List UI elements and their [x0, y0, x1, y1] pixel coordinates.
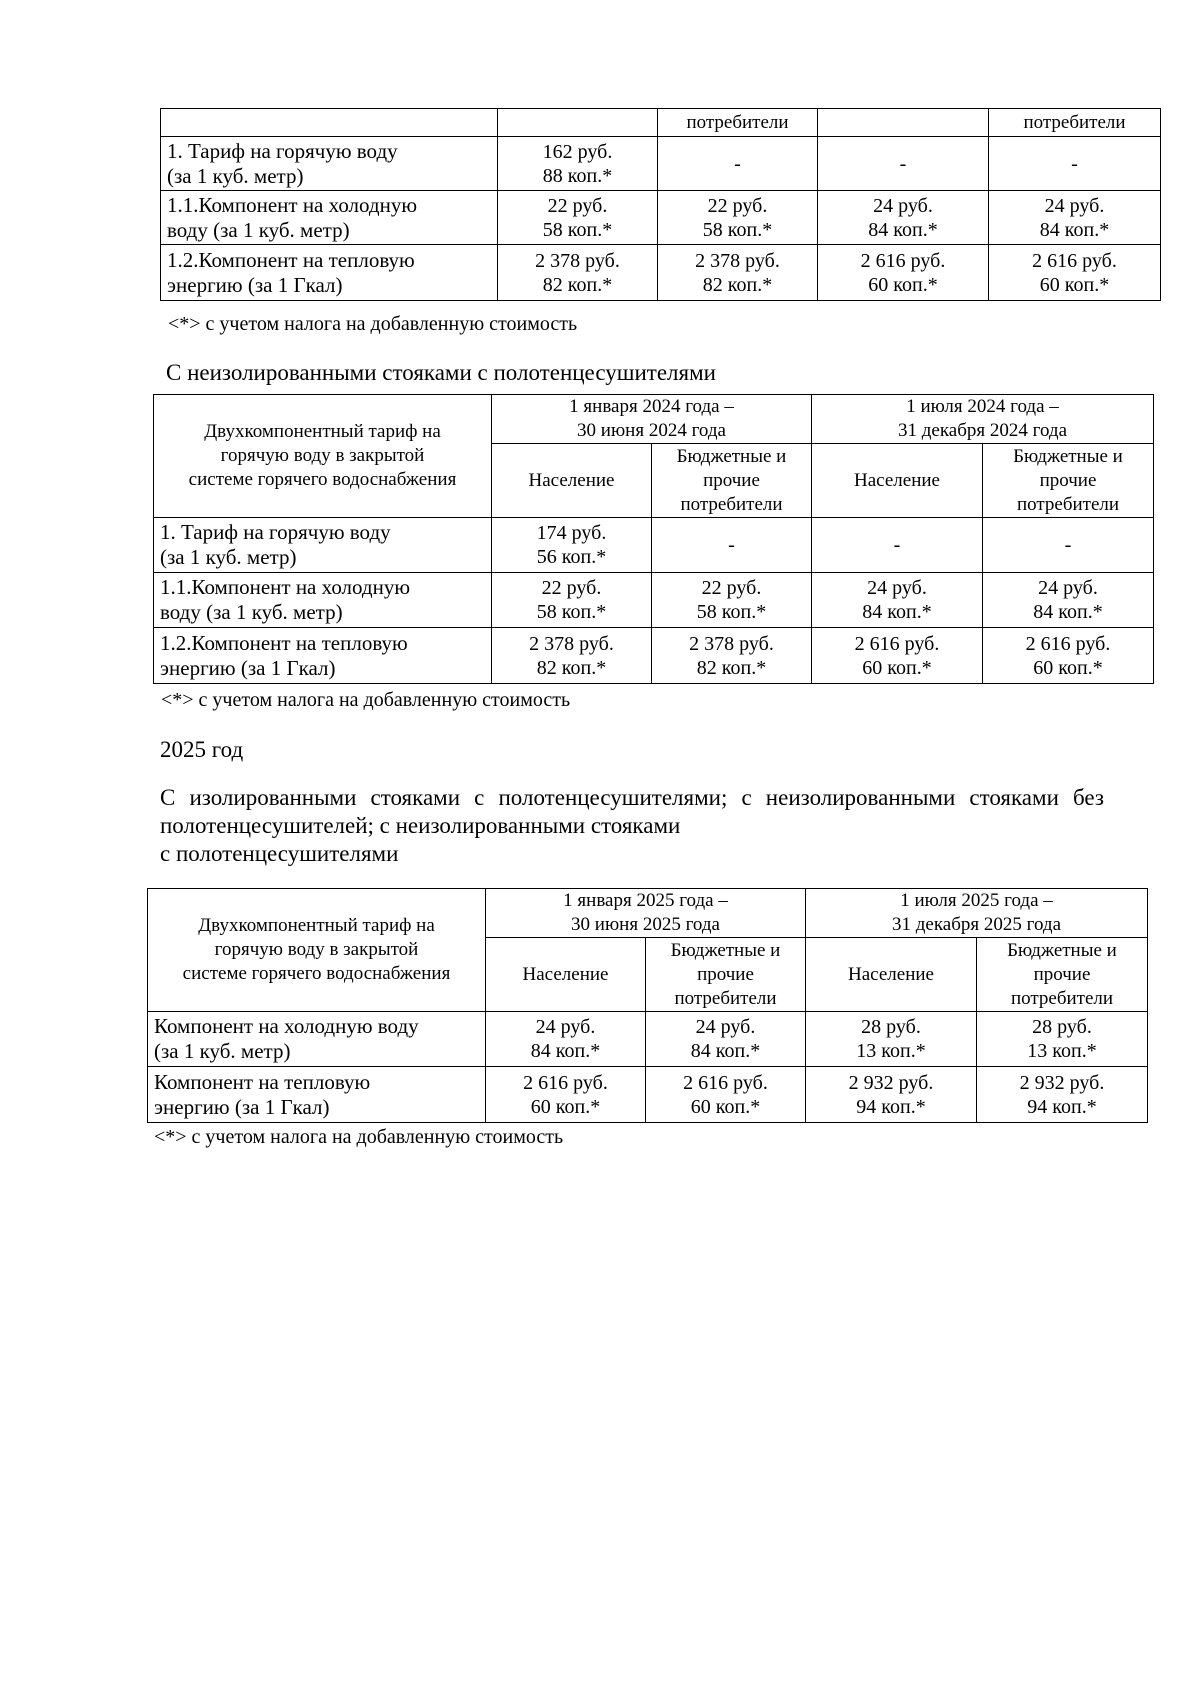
tariff-cell: 24 руб. 84 коп.*	[486, 1012, 646, 1067]
row-label: 1.2.Компонент на тепловую энергию (за 1 Гкал)	[161, 245, 498, 301]
period-header: 1 января 2025 года – 30 июня 2025 года	[486, 889, 806, 938]
year-heading: 2025 год	[160, 737, 244, 762]
header-fragment-cell	[161, 109, 498, 137]
consumer-group-header: Население	[492, 444, 652, 518]
tariff-cell: 22 руб. 58 коп.*	[492, 573, 652, 628]
table-row	[148, 1012, 1148, 1067]
row-label: 1. Тариф на горячую воду (за 1 куб. метр)	[154, 518, 492, 573]
table-corner-header: Двухкомпонентный тариф на горячую воду в закрытой системе горячего водоснабжения	[148, 889, 486, 1012]
tariff-table-2024-continued	[160, 108, 1160, 301]
consumer-group-header: Население	[806, 938, 977, 1012]
tariff-cell: -	[658, 137, 818, 191]
section-paragraph: С изолированными стояками с полотенцесушителями; с неизолированными стояками без полотенцесушителей; с неизолированными стояками с полотенцесушителями	[160, 785, 1104, 866]
consumer-group-header: Население	[812, 444, 983, 518]
tariff-cell: 2 932 руб. 94 коп.*	[806, 1067, 977, 1123]
table-row	[154, 518, 1154, 573]
tariff-cell: -	[818, 137, 989, 191]
row-label: Компонент на тепловую энергию (за 1 Гкал)	[148, 1067, 486, 1123]
row-label: 1.1.Компонент на холодную воду (за 1 куб. метр)	[154, 573, 492, 628]
table-row	[154, 628, 1154, 684]
tariff-cell: 2 616 руб. 60 коп.*	[983, 628, 1154, 684]
consumer-group-header: Бюджетные и прочие потребители	[646, 938, 806, 1012]
tariff-cell: 2 378 руб. 82 коп.*	[658, 245, 818, 301]
tariff-cell: 174 руб. 56 коп.*	[492, 518, 652, 573]
consumer-group-header: Бюджетные и прочие потребители	[652, 444, 812, 518]
row-label: 1.1.Компонент на холодную воду (за 1 куб. метр)	[161, 191, 498, 245]
table-row	[148, 1067, 1148, 1123]
header-fragment-cell: потребители	[658, 109, 818, 137]
table-header-fragment-row	[161, 109, 1161, 137]
period-header: 1 января 2024 года – 30 июня 2024 года	[492, 395, 812, 444]
header-fragment-cell	[818, 109, 989, 137]
tariff-table-2025	[147, 888, 1147, 1123]
table-header-row	[154, 395, 1154, 444]
tariff-cell: 28 руб. 13 коп.*	[806, 1012, 977, 1067]
tariff-cell: 2 616 руб. 60 коп.*	[818, 245, 989, 301]
tariff-cell: -	[989, 137, 1161, 191]
tariff-table-2024	[153, 394, 1153, 684]
row-label: 1. Тариф на горячую воду (за 1 куб. метр)	[161, 137, 498, 191]
table-row	[161, 245, 1161, 301]
section-heading: С неизолированными стояками с полотенцесушителями	[166, 360, 716, 385]
header-fragment-cell	[498, 109, 658, 137]
vat-footnote: <*> с учетом налога на добавленную стоимость	[161, 689, 571, 711]
period-header: 1 июля 2025 года – 31 декабря 2025 года	[806, 889, 1148, 938]
tariff-cell: 24 руб. 84 коп.*	[812, 573, 983, 628]
tariff-cell: 2 378 руб. 82 коп.*	[652, 628, 812, 684]
consumer-group-header: Бюджетные и прочие потребители	[983, 444, 1154, 518]
tariff-cell: 2 378 руб. 82 коп.*	[498, 245, 658, 301]
period-header: 1 июля 2024 года – 31 декабря 2024 года	[812, 395, 1154, 444]
tariff-cell: 2 378 руб. 82 коп.*	[492, 628, 652, 684]
table-header-row	[148, 889, 1148, 938]
tariff-cell: 22 руб. 58 коп.*	[498, 191, 658, 245]
tariff-cell: 2 616 руб. 60 коп.*	[486, 1067, 646, 1123]
tariff-cell: 22 руб. 58 коп.*	[652, 573, 812, 628]
tariff-cell: -	[652, 518, 812, 573]
tariff-cell: -	[983, 518, 1154, 573]
table-corner-header: Двухкомпонентный тариф на горячую воду в закрытой системе горячего водоснабжения	[154, 395, 492, 518]
header-fragment-cell: потребители	[989, 109, 1161, 137]
table-row	[154, 573, 1154, 628]
tariff-cell: 24 руб. 84 коп.*	[818, 191, 989, 245]
tariff-cell: 2 616 руб. 60 коп.*	[812, 628, 983, 684]
tariff-cell: 162 руб. 88 коп.*	[498, 137, 658, 191]
tariff-cell: 24 руб. 84 коп.*	[989, 191, 1161, 245]
consumer-group-header: Бюджетные и прочие потребители	[977, 938, 1148, 1012]
row-label: 1.2.Компонент на тепловую энергию (за 1 Гкал)	[154, 628, 492, 684]
tariff-cell: 2 616 руб. 60 коп.*	[989, 245, 1161, 301]
tariff-cell: 2 616 руб. 60 коп.*	[646, 1067, 806, 1123]
tariff-cell: 24 руб. 84 коп.*	[983, 573, 1154, 628]
table-row	[161, 191, 1161, 245]
tariff-cell: -	[812, 518, 983, 573]
table-row	[161, 137, 1161, 191]
vat-footnote: <*> с учетом налога на добавленную стоимость	[154, 1126, 564, 1148]
vat-footnote: <*> с учетом налога на добавленную стоимость	[168, 313, 578, 335]
tariff-cell: 28 руб. 13 коп.*	[977, 1012, 1148, 1067]
tariff-cell: 24 руб. 84 коп.*	[646, 1012, 806, 1067]
tariff-cell: 22 руб. 58 коп.*	[658, 191, 818, 245]
row-label: Компонент на холодную воду (за 1 куб. метр)	[148, 1012, 486, 1067]
tariff-cell: 2 932 руб. 94 коп.*	[977, 1067, 1148, 1123]
consumer-group-header: Население	[486, 938, 646, 1012]
